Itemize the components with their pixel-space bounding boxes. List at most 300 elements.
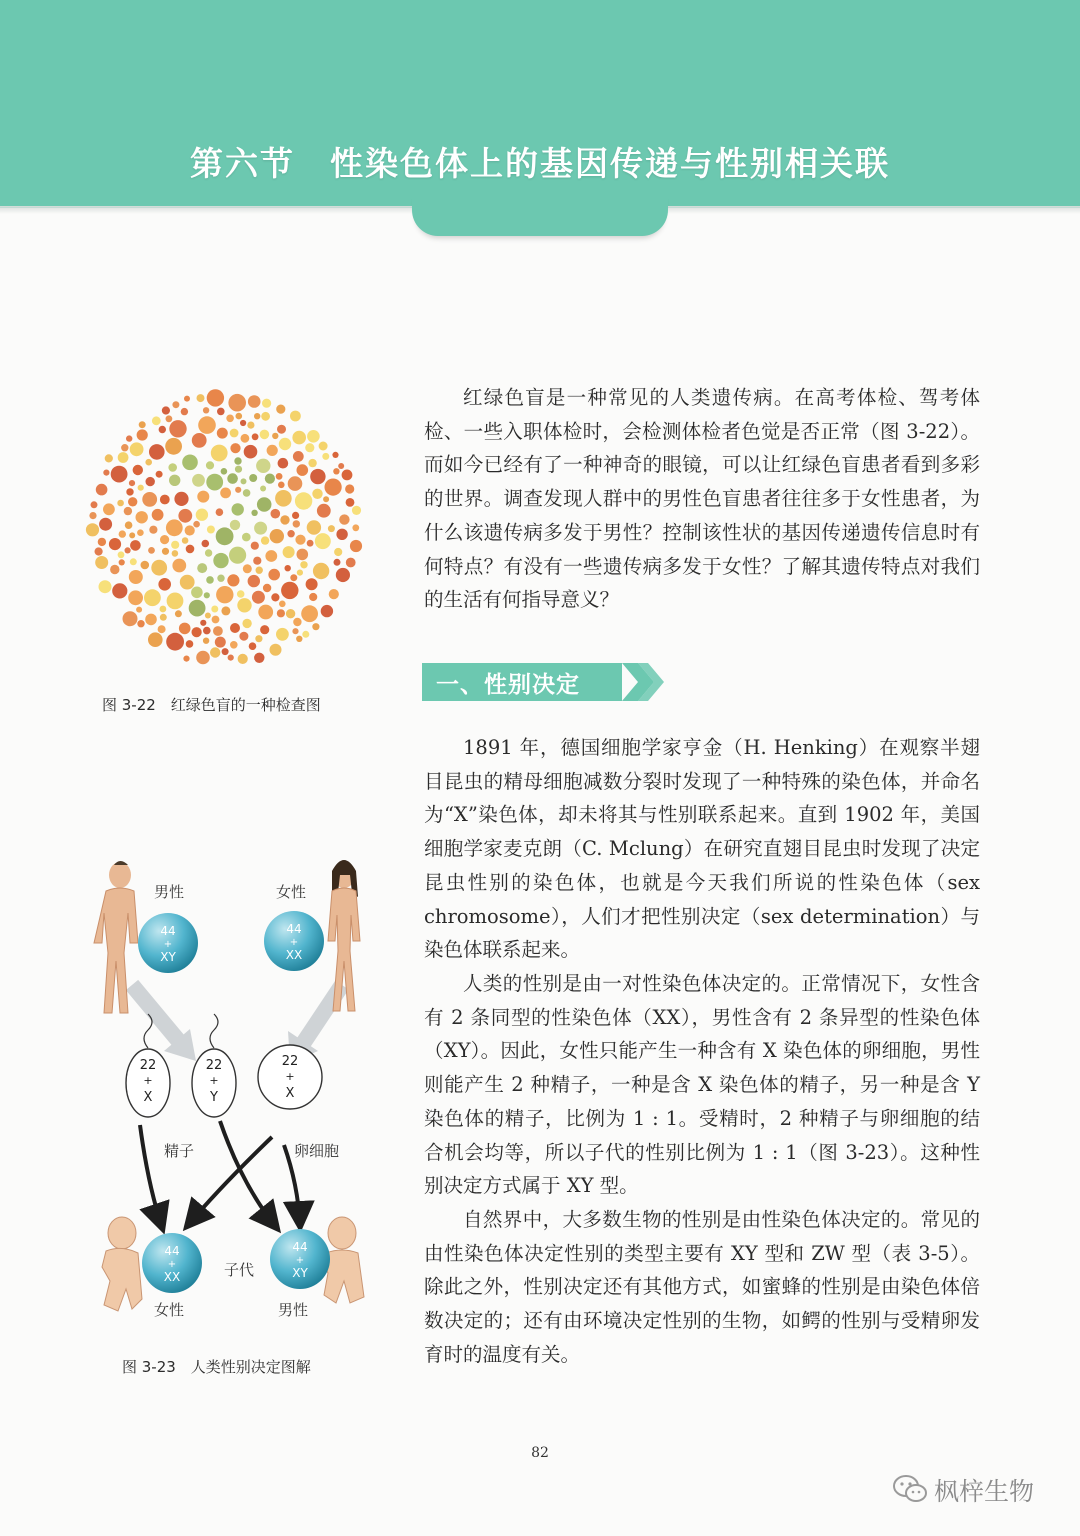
watermark-text: 枫梓生物 — [934, 1477, 1035, 1506]
sperm-y-autosomes: 22 — [205, 1058, 223, 1073]
plate-dot — [149, 526, 157, 534]
daughter-sex: XX — [163, 1270, 181, 1284]
plate-dot — [159, 426, 166, 433]
plate-dot — [192, 433, 207, 448]
plate-dot — [236, 413, 243, 420]
paragraph-nature: 自然界中，大多数生物的性别是由性染色体决定的。常见的由性染色体决定性别的类型主要有 XY 型和 ZW 型（表 3-5）。除此之外，性别决定还有其他方式，如蜜蜂的性别是由染色体倍数决定的；还有由环境决定性别的生物，如鳄的性别与受精卵发育时的温度有关。 — [424, 1208, 980, 1366]
plate-dot — [221, 468, 228, 475]
plate-dot — [210, 647, 220, 657]
plate-dot — [133, 465, 143, 475]
plate-dot — [160, 495, 170, 505]
plate-dot — [276, 473, 283, 480]
plate-dot — [293, 520, 300, 527]
plate-dot — [235, 487, 241, 493]
sperm-y-to-son-arrow — [220, 1121, 276, 1227]
plate-dot — [328, 525, 335, 532]
plate-dot — [256, 459, 270, 473]
plate-dot — [166, 415, 173, 422]
plate-dot — [167, 593, 184, 610]
plate-dot — [295, 492, 312, 509]
plate-dot — [207, 526, 215, 534]
plate-dot — [297, 549, 309, 561]
plate-dot — [256, 567, 263, 574]
plate-dot — [119, 559, 125, 565]
plate-dot — [230, 641, 238, 649]
plate-dot — [281, 582, 298, 599]
plate-dot — [230, 429, 239, 438]
plate-dot — [137, 529, 144, 536]
paragraph-human-sex: 人类的性别是由一对性染色体决定的。正常情况下，女性含有 2 条同型的性染色体（XX），男性含有 2 条异型的性染色体（XY）。因此，女性只能产生一种含有 X 染色体的卵细胞，男性则能产生 2 种精子，一种是含 X 染色体的精子，另一种是含 Y 染色体的精子，比例为 1 : 1。受精时，2 种精子与卵细胞的结合机会均等，所以子代的性别比例为 1 : 1（图 3-23）。这种性别决定方式属于 XY 型。 — [424, 972, 980, 1198]
plate-dot — [111, 466, 128, 483]
plate-dot — [249, 642, 257, 650]
plate-dot — [112, 583, 127, 598]
plate-dot — [189, 600, 206, 617]
plate-dot — [297, 464, 309, 476]
plate-dot — [180, 575, 195, 590]
plate-dot — [152, 509, 164, 521]
plate-dot — [292, 628, 298, 634]
plate-dot — [178, 509, 192, 523]
plate-dot — [198, 416, 216, 434]
wechat-icon — [892, 1474, 928, 1504]
plate-dot — [123, 611, 138, 626]
plate-dot — [332, 452, 338, 458]
subsection-title: 一、性别决定 — [436, 672, 580, 698]
plate-dot — [288, 476, 303, 491]
plate-dot — [197, 563, 207, 573]
plate-dot — [346, 498, 355, 507]
plate-dot — [334, 548, 342, 556]
plate-dot — [315, 533, 331, 549]
plate-dot — [319, 442, 328, 451]
plate-dot — [260, 486, 266, 492]
plate-dot — [222, 648, 229, 655]
plate-dot — [205, 613, 211, 619]
plate-dot — [213, 626, 223, 636]
plate-dot — [172, 550, 179, 557]
sperm-x-autosomes: 22 — [139, 1058, 157, 1073]
son-autosomes: 44 — [292, 1240, 308, 1254]
plate-dot — [241, 478, 247, 484]
plate-dot — [241, 434, 250, 443]
plate-dot — [309, 593, 317, 601]
plate-dot — [230, 443, 240, 453]
plate-dot — [110, 565, 119, 574]
plate-dot — [277, 609, 285, 617]
plate-dot — [192, 627, 202, 637]
plate-dot — [252, 591, 265, 604]
plate-dot — [285, 565, 291, 571]
plate-dot — [261, 536, 269, 544]
plate-dot — [98, 538, 106, 546]
plate-dot — [272, 433, 278, 439]
plate-dot — [145, 459, 152, 466]
male-plus: + — [163, 939, 173, 950]
male-to-sperm-arrow — [132, 985, 182, 1045]
plate-dot — [322, 453, 329, 460]
plate-dot — [181, 408, 188, 415]
plate-dot — [162, 406, 170, 414]
plate-dot — [305, 443, 314, 452]
daughter-karyotype-cell — [142, 1233, 202, 1293]
plate-dot — [128, 590, 143, 605]
plate-dot — [342, 470, 353, 481]
plate-dot — [237, 590, 245, 598]
plate-dot — [179, 623, 191, 635]
plate-dot — [196, 651, 210, 665]
plate-dot — [149, 444, 165, 460]
plate-dot — [339, 514, 349, 524]
section-title: 第六节 性染色体上的基因传递与性别相关联 — [190, 144, 890, 183]
ishihara-color-plate — [82, 386, 366, 670]
plate-dot — [228, 655, 234, 661]
plate-dot — [168, 463, 177, 472]
plate-dot — [206, 576, 214, 584]
plate-dot — [221, 606, 230, 615]
plate-dot — [129, 480, 135, 486]
female-plus: + — [289, 937, 299, 948]
plate-dot — [338, 463, 344, 469]
plate-dot — [99, 580, 112, 593]
plate-dot — [136, 511, 148, 523]
plate-dot — [251, 510, 257, 516]
plate-dot — [243, 564, 252, 573]
plate-dot — [301, 605, 318, 622]
plate-dot — [142, 492, 157, 507]
plate-dot — [105, 454, 113, 462]
plate-dot — [283, 546, 295, 558]
plate-dot — [290, 574, 297, 581]
plate-dot — [182, 455, 198, 471]
plate-dot — [307, 540, 314, 547]
plate-dot — [226, 415, 234, 423]
plate-dot — [307, 430, 320, 443]
sperm-x-to-daughter-arrow — [140, 1125, 162, 1227]
plate-dot — [227, 574, 239, 586]
offspring-label: 子代 — [224, 1261, 255, 1279]
plate-dot — [202, 540, 210, 548]
plate-dot — [310, 469, 325, 484]
plate-dot — [307, 520, 321, 534]
double-chevron-right-icon — [618, 663, 666, 701]
plate-dot — [203, 627, 211, 635]
egg-cell — [258, 1045, 322, 1109]
plate-dot — [96, 484, 108, 496]
plate-dot — [137, 429, 148, 440]
plate-dot — [203, 407, 209, 413]
plate-dot — [230, 520, 240, 530]
plate-dot — [352, 506, 361, 515]
female-sex-chromosomes: XX — [285, 948, 303, 962]
plate-dot — [139, 421, 146, 428]
plate-dot — [244, 445, 258, 459]
plate-dot — [182, 537, 189, 544]
plate-dot — [91, 501, 98, 508]
plate-dot — [270, 529, 284, 543]
plate-dot — [275, 490, 292, 507]
plate-dot — [345, 484, 354, 493]
plate-dot — [125, 521, 133, 529]
plate-dot — [242, 533, 251, 542]
plate-dot — [117, 500, 124, 507]
plate-dot — [141, 561, 150, 570]
plate-dot — [323, 496, 329, 502]
plate-dot — [174, 492, 188, 506]
plate-dot — [145, 614, 157, 626]
plate-dot — [169, 475, 180, 486]
plate-dot — [165, 438, 182, 455]
plate-dot — [172, 559, 186, 573]
plate-dot — [276, 628, 289, 641]
plate-dot — [172, 401, 179, 408]
plate-dot — [292, 512, 299, 519]
female-label: 女性 — [276, 883, 307, 901]
plate-dot — [125, 547, 131, 553]
plate-dot — [185, 525, 195, 535]
sperm-y-plus: + — [209, 1074, 219, 1087]
plate-dot — [238, 654, 248, 664]
plate-dot — [128, 497, 137, 506]
plate-dot — [265, 474, 275, 484]
plate-dot — [130, 558, 137, 565]
plate-dot — [158, 625, 166, 633]
plate-dot — [293, 618, 301, 626]
sperm-y-sex: Y — [210, 1090, 218, 1105]
plate-dot — [216, 508, 224, 516]
plate-dot — [239, 632, 248, 641]
plate-dot — [217, 428, 228, 439]
plate-dot — [169, 420, 186, 437]
plate-dot — [204, 592, 210, 598]
plate-dot — [129, 532, 135, 538]
plate-dot — [277, 425, 286, 434]
plate-dot — [197, 491, 209, 503]
plate-dot — [137, 620, 144, 627]
header-shadow-left — [0, 206, 412, 214]
plate-dot — [228, 394, 246, 412]
plate-dot — [237, 598, 251, 612]
plate-dot — [86, 523, 99, 536]
plate-dot — [186, 545, 195, 554]
plate-dot — [249, 474, 257, 482]
plate-dot — [146, 477, 155, 486]
plate-dot — [232, 503, 244, 515]
plate-dot — [227, 473, 238, 484]
plate-dot — [280, 515, 289, 524]
plate-dot — [261, 412, 270, 421]
plate-dot — [148, 547, 155, 554]
plate-dot — [144, 589, 161, 606]
plate-dot — [217, 408, 225, 416]
son-plus: + — [295, 1255, 305, 1266]
plate-dot — [254, 653, 264, 663]
male-sex-chromosomes: XY — [160, 950, 176, 964]
baby-daughter-figure — [102, 1217, 142, 1311]
plate-dot — [119, 530, 126, 537]
plate-dot — [191, 587, 203, 599]
egg-sex: X — [285, 1086, 295, 1101]
plate-dot — [136, 607, 142, 613]
plate-dot — [295, 535, 305, 545]
plate-dot — [248, 575, 260, 587]
plate-dot — [213, 553, 228, 568]
plate-dot — [158, 578, 171, 591]
plate-dot — [186, 640, 194, 648]
plate-dot — [352, 524, 359, 531]
plate-dot — [175, 610, 182, 617]
plate-dot — [192, 474, 205, 487]
plate-dot — [235, 466, 242, 473]
son-label: 男性 — [278, 1301, 309, 1319]
plate-dot — [270, 644, 282, 656]
plate-dot — [265, 550, 277, 562]
header-shadow-right — [668, 206, 1080, 214]
plate-dot — [278, 458, 289, 469]
plate-dot — [329, 589, 339, 599]
plate-dot — [103, 503, 115, 515]
plate-dot — [217, 575, 224, 582]
plate-dot — [166, 519, 183, 536]
intro-paragraph: 红绿色盲是一种常见的人类遗传病。在高考体检、驾考体检、一些入职体检时，会检测体检者色觉是否正常（图 3-22）。而如今已经有了一种神奇的眼镜，可以让红绿色盲患者看到多彩的世界。调查发现人群中的男性色盲患者往往多于女性患者，为什么该遗传病多发于男性？控制该性状的基因传递遗传信息时有何特点？有没有一些遗传病多发于女性？了解其遗传特点对我们的生活有何指导意义？ — [424, 386, 980, 612]
plate-dot — [103, 470, 109, 476]
plate-dot — [160, 606, 167, 613]
plate-dot — [255, 635, 262, 642]
egg-plus: + — [285, 1070, 295, 1083]
sperm-x-plus: + — [143, 1074, 153, 1087]
plate-dot — [129, 570, 143, 584]
plate-dot — [278, 482, 285, 489]
plate-dot — [334, 559, 341, 566]
plate-dot — [262, 399, 271, 408]
plate-dot — [260, 625, 269, 634]
plate-dot — [234, 457, 241, 464]
plate-dot — [206, 474, 223, 491]
plate-dot — [152, 416, 161, 425]
plate-dot — [336, 568, 350, 582]
plate-dot — [287, 530, 294, 537]
plate-dot — [151, 560, 167, 576]
plate-dot — [263, 584, 271, 592]
plate-dot — [196, 509, 208, 521]
plate-dot — [254, 522, 267, 535]
plate-dot — [252, 433, 259, 440]
plate-dot — [203, 638, 209, 644]
plate-dot — [138, 485, 144, 491]
plate-dot — [276, 405, 285, 414]
plate-dot — [230, 623, 240, 633]
egg-label: 卵细胞 — [294, 1142, 340, 1160]
sperm-x-sex: X — [143, 1090, 153, 1105]
plate-dot — [308, 459, 316, 467]
egg-autosomes: 22 — [281, 1054, 299, 1069]
son-sex: XY — [292, 1266, 308, 1280]
plate-dot — [205, 549, 212, 556]
daughter-autosomes: 44 — [164, 1244, 180, 1258]
plate-dot — [99, 518, 112, 531]
plate-dot — [212, 616, 220, 624]
plate-dot — [215, 637, 226, 648]
daughter-plus: + — [167, 1259, 177, 1270]
plate-dot — [254, 413, 260, 419]
daughter-label: 女性 — [154, 1301, 185, 1319]
plate-dot — [312, 623, 319, 630]
plate-dot — [89, 512, 96, 519]
plate-dot — [243, 489, 251, 497]
plate-dot — [325, 479, 342, 496]
plate-dot — [258, 605, 273, 620]
plate-dot — [321, 605, 333, 617]
plate-dot — [183, 656, 189, 662]
plate-dot — [118, 551, 125, 558]
plate-dot — [95, 556, 108, 569]
plate-dot — [297, 570, 303, 576]
plate-dot — [193, 521, 200, 528]
page-number: 82 — [531, 1445, 549, 1461]
plate-dot — [290, 411, 301, 422]
plate-dot — [300, 561, 307, 568]
plate-dot — [160, 614, 167, 621]
plate-dot — [271, 509, 281, 519]
plate-dot — [312, 489, 322, 499]
plate-dot — [313, 563, 329, 579]
plate-dot — [216, 586, 233, 603]
plate-dot — [279, 601, 286, 608]
figure-3-23-caption: 图 3-23 人类性别决定图解 — [122, 1358, 311, 1376]
plate-dot — [162, 548, 169, 555]
plate-dot — [184, 396, 190, 402]
plate-dot — [130, 540, 141, 551]
plate-dot — [126, 488, 133, 495]
plate-dot — [302, 631, 309, 638]
plate-dot — [207, 389, 224, 406]
watermark — [892, 1470, 1062, 1510]
subsection-heading — [422, 663, 666, 701]
plate-dot — [271, 593, 279, 601]
plate-dot — [229, 547, 246, 564]
plate-dot — [286, 609, 295, 618]
sperm-label: 精子 — [164, 1142, 195, 1160]
plate-dot — [251, 542, 259, 550]
plate-dot — [130, 442, 144, 456]
plate-dot — [148, 632, 163, 647]
female-karyotype-cell — [264, 911, 324, 971]
plate-dot — [247, 422, 254, 429]
plate-dot — [267, 445, 278, 456]
plate-dot — [156, 471, 163, 478]
plate-dot — [216, 527, 234, 545]
son-karyotype-cell — [270, 1229, 330, 1289]
plate-dot — [166, 633, 184, 651]
plate-dot — [95, 547, 103, 555]
plate-dot — [279, 438, 291, 450]
plate-dot — [242, 619, 251, 628]
plate-dot — [293, 451, 304, 462]
sperm-y-cell — [192, 1014, 236, 1117]
plate-dot — [109, 538, 121, 550]
plate-dot — [200, 620, 206, 626]
sex-determination-diagram — [92, 855, 374, 1335]
plate-dot — [211, 445, 228, 462]
plate-dot — [257, 497, 272, 512]
plate-dot — [197, 394, 205, 402]
header-tab — [412, 190, 668, 236]
plate-dot — [121, 444, 128, 451]
plate-dot — [118, 452, 129, 463]
plate-dot — [333, 468, 339, 474]
plate-dot — [253, 557, 261, 565]
plate-dot — [292, 431, 306, 445]
plate-dot — [350, 540, 362, 552]
